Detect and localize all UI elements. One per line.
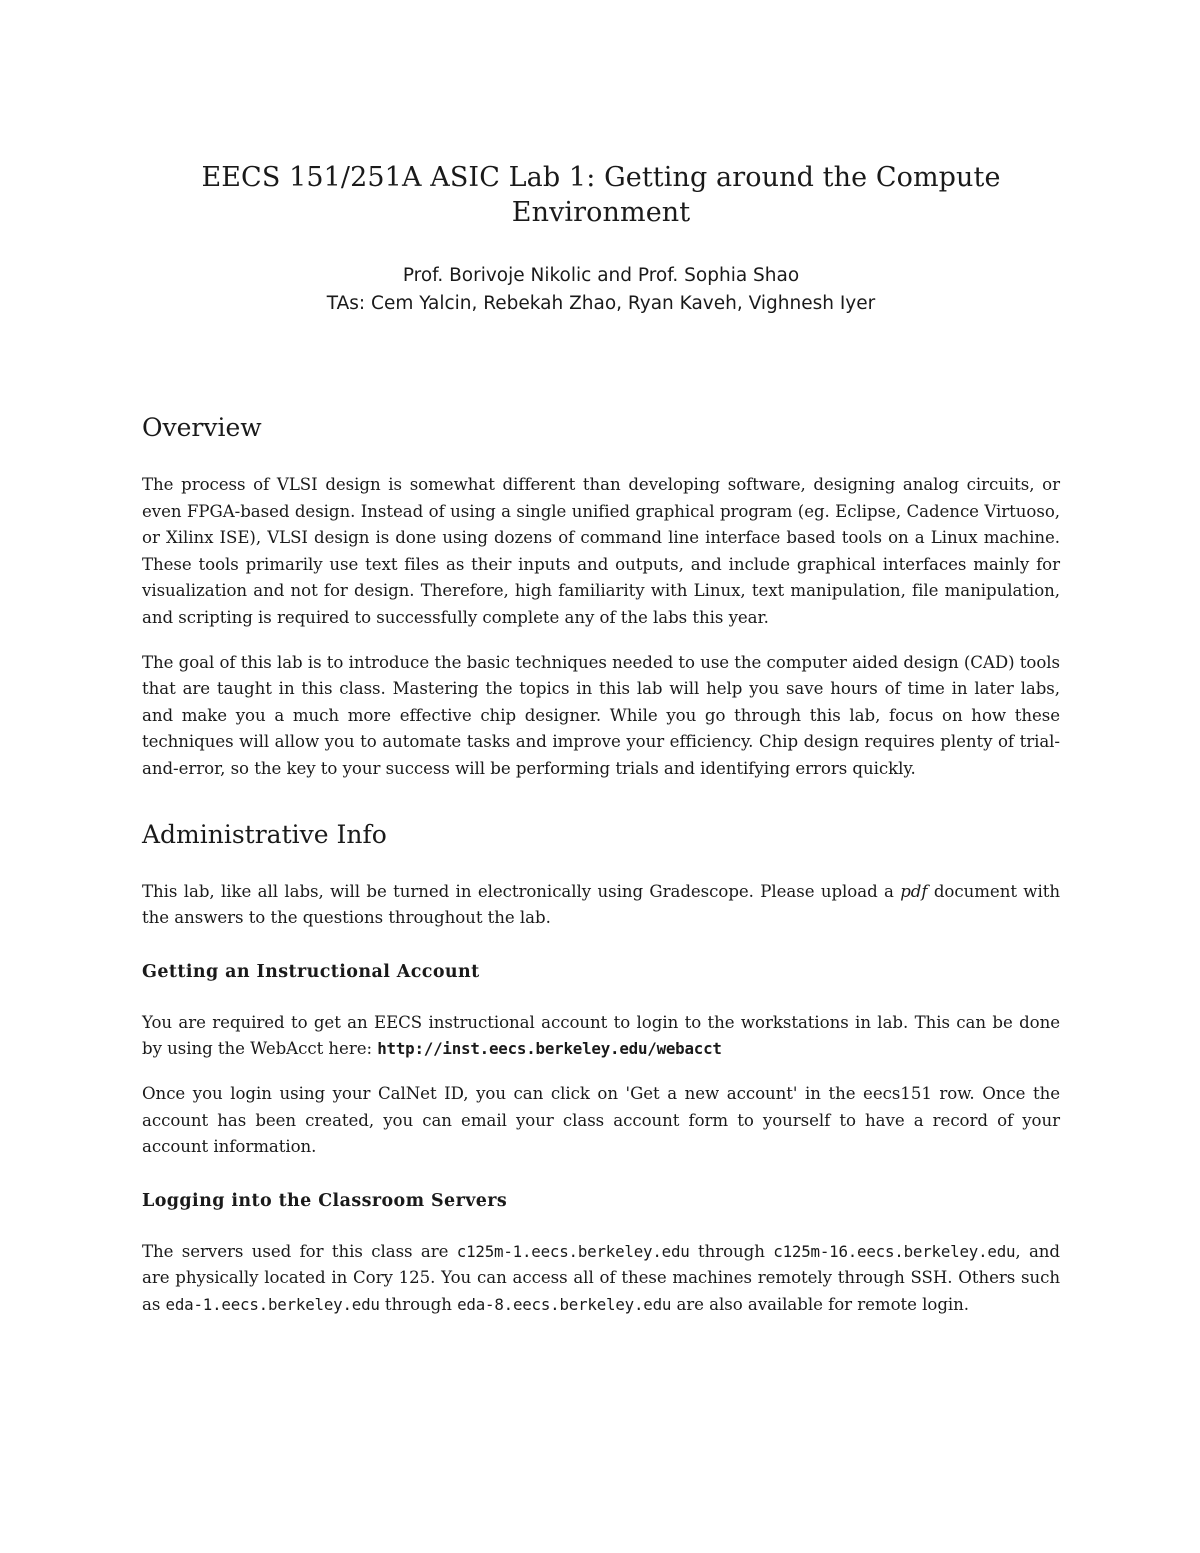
servers-text-4: through: [379, 1294, 458, 1314]
account-text: You are required to get an EECS instructional account to login to the workstations in lab. This can be done by using the WebAcct here:: [142, 1012, 1060, 1059]
classroom-servers-paragraph: [142, 1239, 1060, 1319]
instructional-account-paragraph-2: Once you login using your CalNet ID, you can click on 'Get a new account' in the eecs151 row. Once the account has been created, you can email your class account form to yourself to have a record of your account information.: [142, 1083, 1060, 1157]
server-host-c125m-16: c125m-16.eecs.berkeley.edu: [773, 1241, 1016, 1261]
servers-text-5: are also available for remote login.: [671, 1294, 970, 1314]
author-block: [132, 262, 1070, 318]
teaching-assistants: TAs: Cem Yalcin, Rebekah Zhao, Ryan Kaveh, Vighnesh Iyer: [326, 293, 876, 314]
servers-text-2: through: [689, 1241, 774, 1261]
webacct-link[interactable]: http://inst.eecs.berkeley.edu/webacct: [377, 1039, 722, 1059]
admin-text-2: document with the answers to the questions throughout the lab.: [142, 881, 1060, 928]
server-host-eda-1: eda-1.eecs.berkeley.edu: [165, 1294, 380, 1314]
document-title: [132, 160, 1070, 230]
administrative-info-heading: Administrative Info: [142, 819, 387, 849]
servers-text-1: The servers used for this class are: [142, 1241, 457, 1261]
document-title-line-2: Environment: [511, 197, 691, 228]
overview-paragraph-1: The process of VLSI design is somewhat different than developing software, designing analog circuits, or even FPGA-based design. Instead of using a single unified graphical program (eg. Eclipse, Cadence Virtuoso, or Xilinx ISE), VLSI design is done using dozens of command line interface based tools on a Linux machine. These tools primarily use text files as their inputs and outputs, and include graphical interfaces mainly for visualization and not for design. Therefore, high familiarity with Linux, text manipulation, file manipulation, and scripting is required to successfully complete any of the labs this year.: [142, 475, 1060, 627]
server-host-c125m-1: c125m-1.eecs.berkeley.edu: [456, 1241, 690, 1261]
instructional-account-paragraph-1: [142, 1010, 1060, 1063]
server-host-eda-8: eda-8.eecs.berkeley.edu: [457, 1294, 672, 1314]
admin-text-1: This lab, like all labs, will be turned in electronically using Gradescope. Please upload a: [142, 881, 901, 901]
document-content: [142, 160, 1060, 1318]
overview-heading: Overview: [142, 413, 262, 442]
overview-paragraph-2: The goal of this lab is to introduce the basic techniques needed to use the computer aided design (CAD) tools that are taught in this class. Mastering the topics in this lab will help you save hours of time in later labs, and make you a much more effective chip designer. While you go through this lab, focus on how these techniques will allow you to automate tasks and improve your efficiency. Chip design requires plenty of trial-and-error, so the key to your success will be performing trials and identifying errors quickly.: [142, 652, 1060, 778]
administrative-info-paragraph: [142, 879, 1060, 932]
professors: Prof. Borivoje Nikolic and Prof. Sophia Shao: [402, 265, 800, 286]
title-block: [132, 160, 1070, 318]
pdf-emphasis: pdf: [900, 881, 928, 901]
classroom-servers-heading: Logging into the Classroom Servers: [142, 1190, 508, 1211]
document-title-line-1: EECS 151/251A ASIC Lab 1: Getting around the Compute: [201, 162, 1001, 193]
servers-text-3: , and are physically located in Cory 125. You can access all of these machines remotely through SSH. Others such as: [142, 1241, 1061, 1314]
instructional-account-heading: Getting an Instructional Account: [142, 961, 480, 982]
